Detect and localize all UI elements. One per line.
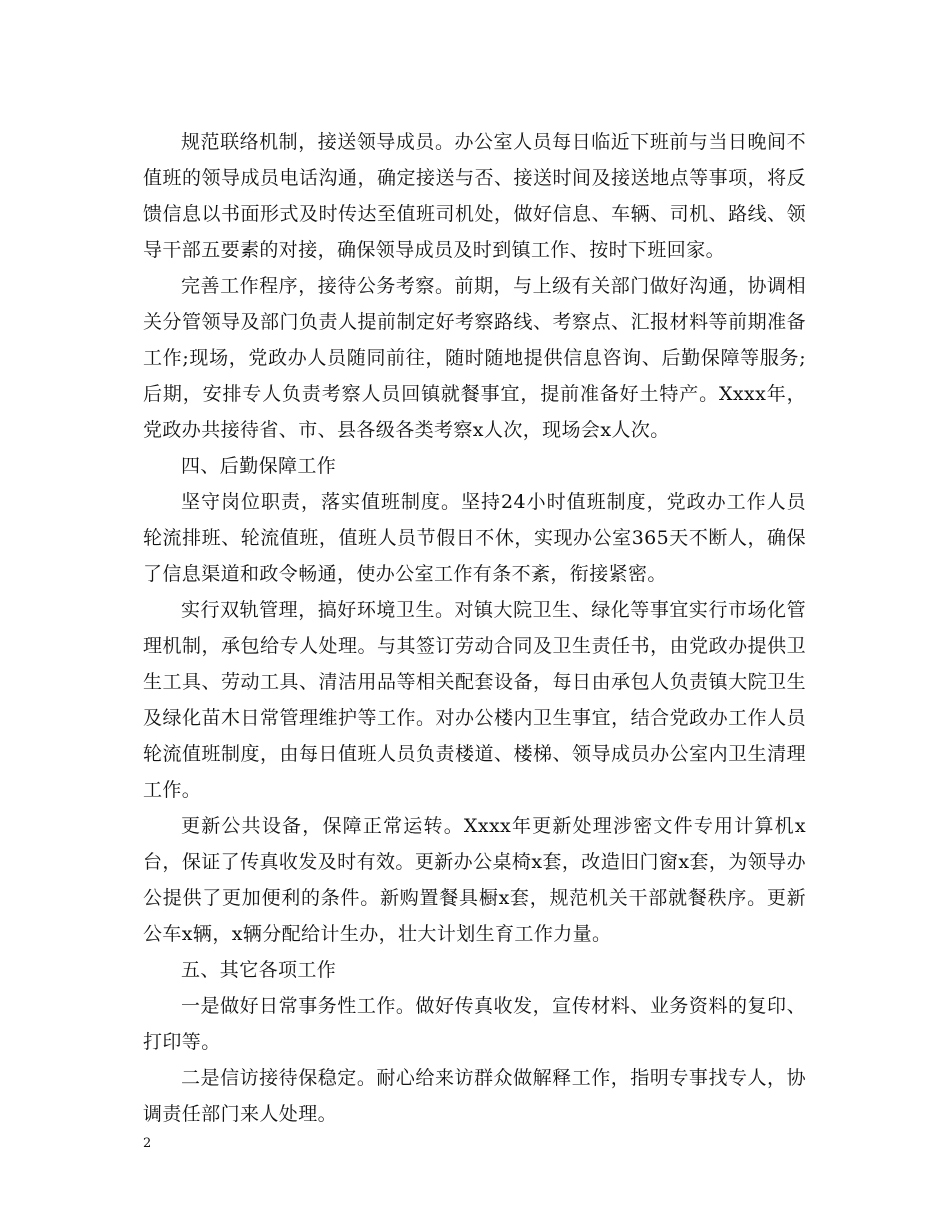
paragraph-equipment-update: 更新公共设备，保障正常运转。Xxxx年更新处理涉密文件专用计算机x台，保证了传真收发及时有效。更新办公桌椅x套，改造旧门窗x套，为领导办公提供了更加便利的条件。新购置餐具橱x套，规范机关干部就餐秩序。更新公车x辆，x辆分配给计生办，壮大计划生育工作力量。 xyxy=(143,815,806,945)
paragraph-duty-system: 坚守岗位职责，落实值班制度。坚持24小时值班制度，党政办工作人员轮流排班、轮流值班，值班人员节假日不休，实现办公室365天不断人，确保了信息渠道和政令畅通，使办公室工作有条不紊，衔接紧密。 xyxy=(143,491,806,585)
paragraph-inspection-reception: 完善工作程序，接待公务考察。前期，与上级有关部门做好沟通，协调相关分管领导及部门负责人提前制定好考察路线、考察点、汇报材料等前期准备工作;现场，党政办人员随同前往，随时随地提供信息咨询、后勤保障等服务;后期，安排专人负责考察人员回镇就餐事宜，提前准备好土特产。Xxxx年，党政办共接待省、市、县各级各类考察x人次，现场会x人次。 xyxy=(143,275,806,441)
document-body xyxy=(143,124,806,1132)
section-heading-logistics: 四、后勤保障工作 xyxy=(181,455,337,477)
page-number: 2 xyxy=(143,1136,152,1151)
paragraph-petition-reception: 二是信访接待保稳定。耐心给来访群众做解释工作，指明专事找专人，协调责任部门来人处理。 xyxy=(143,1067,806,1125)
paragraph-daily-affairs: 一是做好日常事务性工作。做好传真收发，宣传材料、业务资料的复印、打印等。 xyxy=(143,995,806,1053)
section-heading-other-work: 五、其它各项工作 xyxy=(181,959,337,981)
paragraph-environment-sanitation: 实行双轨管理，搞好环境卫生。对镇大院卫生、绿化等事宜实行市场化管理机制，承包给专人处理。与其签订劳动合同及卫生责任书，由党政办提供卫生工具、劳动工具、清洁用品等相关配套设备，每日由承包人负责镇大院卫生及绿化苗木日常管理维护等工作。对办公楼内卫生事宜，结合党政办工作人员轮流值班制度，由每日值班人员负责楼道、楼梯、领导成员办公室内卫生清理工作。 xyxy=(143,599,806,801)
paragraph-leader-transport: 规范联络机制，接送领导成员。办公室人员每日临近下班前与当日晚间不值班的领导成员电话沟通，确定接送与否、接送时间及接送地点等事项，将反馈信息以书面形式及时传达至值班司机处，做好信息、车辆、司机、路线、领导干部五要素的对接，确保领导成员及时到镇工作、按时下班回家。 xyxy=(143,131,806,261)
